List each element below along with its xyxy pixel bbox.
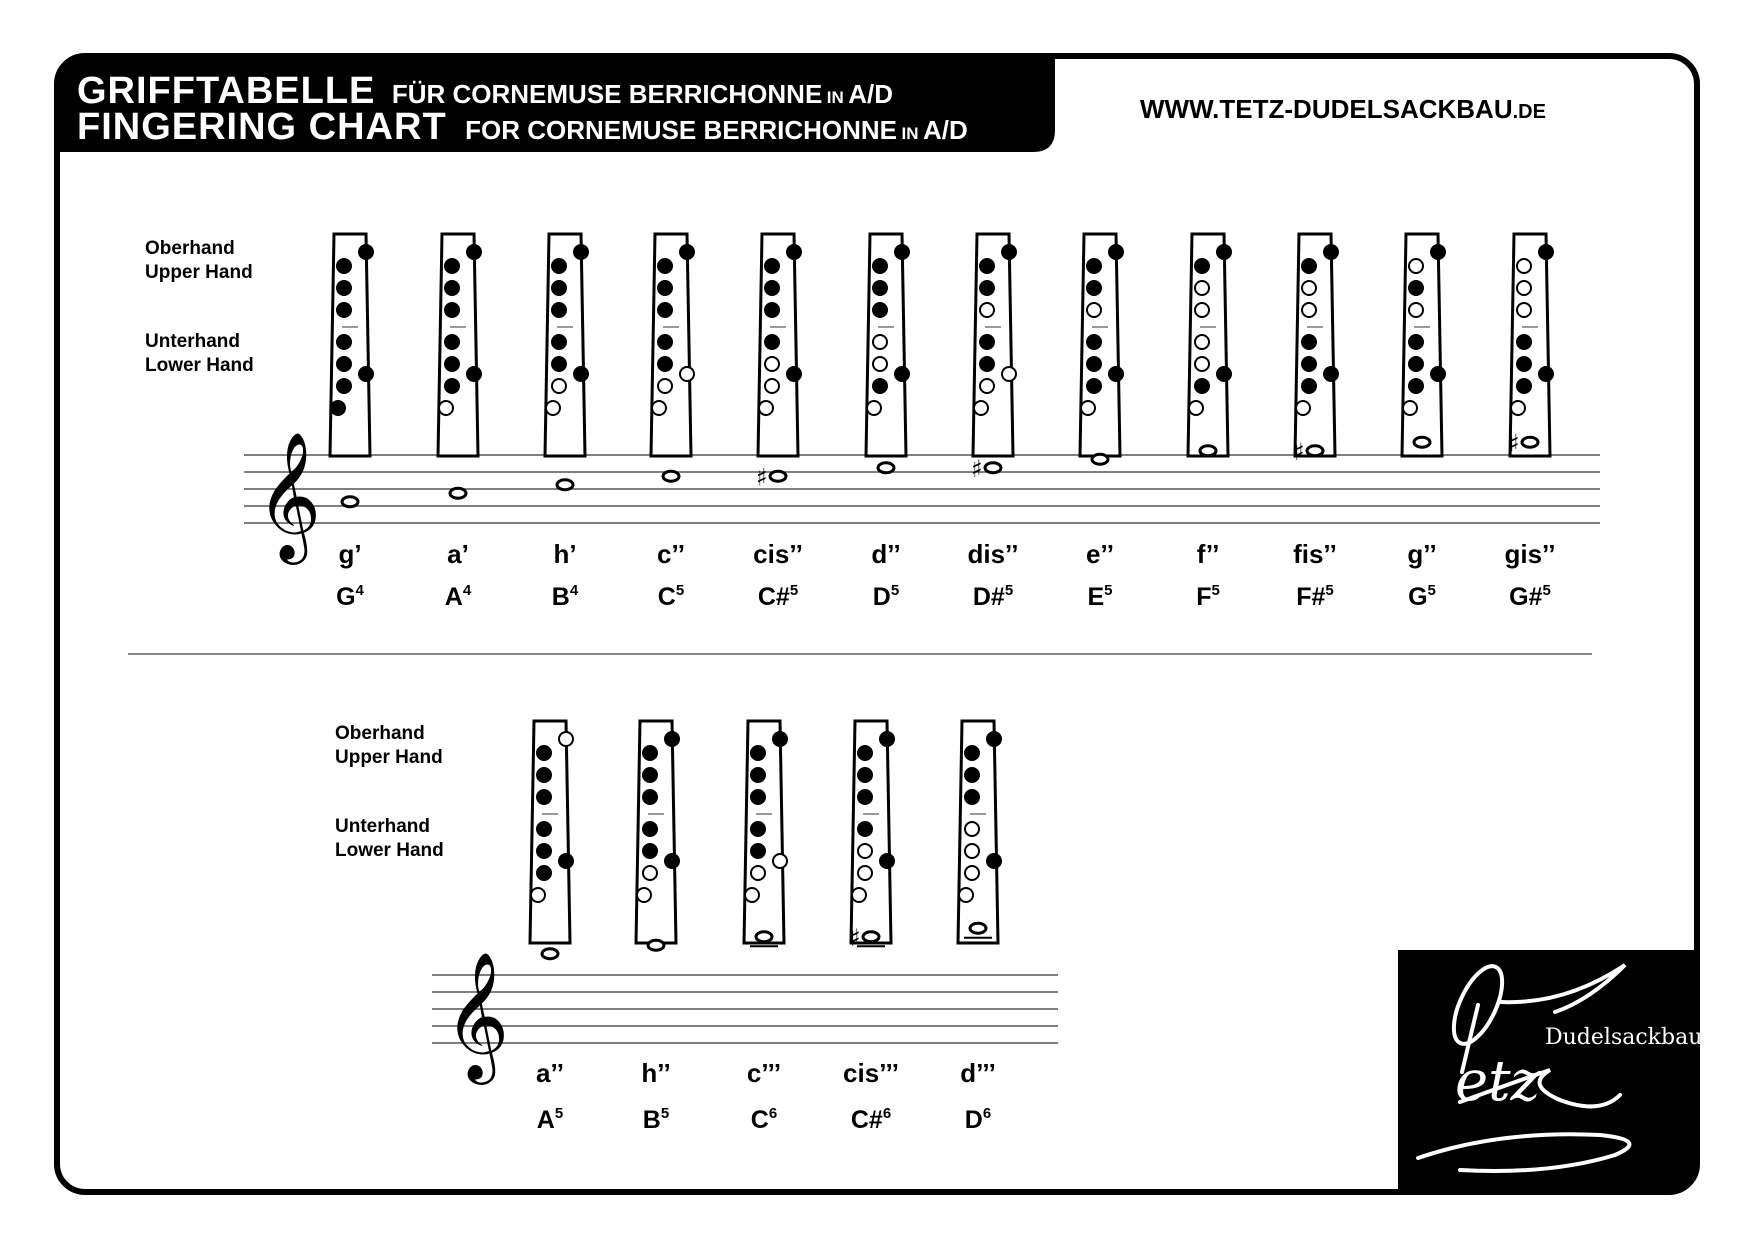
lower-hand-en: Lower Hand [335,840,444,861]
lower-hand-label-row2 [335,815,444,863]
whole-note-icon [557,480,573,490]
sharp-icon: ♯ [971,454,983,483]
note-name-de: fis’’ [1293,539,1337,569]
note-name-scientific: $B^5$ [642,1105,670,1134]
subtitle-de-key: A/D [848,79,893,109]
treble-clef-icon: 𝄞 [256,431,322,560]
whole-note-icon [648,940,664,950]
logo-initials: etz [1455,1049,1541,1114]
note-name-de: h’’ [641,1058,671,1088]
note-name-scientific: $G^4$ [336,582,364,611]
upper-hand-de: Oberhand [335,723,425,744]
whole-note-icon [770,471,786,481]
lower-hand-en: Lower Hand [145,355,254,376]
whole-note-icon [1307,446,1323,456]
title-de: GRIFFTABELLE [77,70,376,112]
whole-note-icon [1200,446,1216,456]
website-suffix: .DE [1512,101,1546,123]
fingering-column [753,234,803,611]
subtitle-en-key: A/D [922,115,968,145]
note-name-de: a’’ [536,1058,564,1088]
whole-note-icon [970,923,986,933]
note-name-scientific: $D^6$ [964,1105,992,1134]
note-name-de: c’’ [657,539,685,569]
whole-note-icon [342,497,358,507]
note-name-scientific: F#$^5$ [1296,582,1334,611]
whole-note-icon [985,463,1001,473]
sharp-icon: ♯ [1293,437,1305,466]
note-name-de: d’’ [871,539,901,569]
upper-hand-en: Upper Hand [335,747,443,768]
whole-note-icon [1414,437,1430,447]
upper-hand-label-row1 [145,237,253,285]
note-name-de: g’’ [1407,539,1437,569]
note-name-de: dis’’ [967,539,1019,569]
whole-note-icon [542,949,558,959]
fingering-column [958,721,1001,1134]
note-name-scientific: $G^5$ [1408,582,1436,611]
note-name-de: g’ [338,539,362,569]
note-name-scientific: C#$^5$ [757,582,799,611]
note-name-de: a’ [447,539,469,569]
note-name-scientific: $E^5$ [1087,582,1113,611]
website-main: WWW.TETZ-DUDELSACKBAU [1140,94,1513,124]
note-name-scientific: $D^5$ [872,582,900,611]
fingering-column [744,721,787,1134]
upper-hand-de: Oberhand [145,238,235,259]
note-name-de: e’’ [1086,539,1114,569]
lower-hand-de: Unterhand [145,331,240,352]
subtitle-en: FOR CORNEMUSE BERRICHONNE [465,115,898,145]
note-name-de: c’’’ [746,1058,782,1088]
note-name-scientific: G#$^5$ [1509,582,1551,611]
note-name-scientific: $C^5$ [657,582,685,611]
subtitle-de-in: IN [826,88,844,107]
note-name-scientific: D#$^5$ [972,582,1014,611]
website-link[interactable] [1140,96,1546,122]
header-line-en [77,108,968,146]
note-name-de: h’ [553,539,577,569]
title-en: FINGERING CHART [77,106,447,148]
sharp-icon: ♯ [756,463,768,492]
note-name-de: f’’ [1196,539,1220,569]
fingering-column [1504,234,1555,611]
lower-hand-de: Unterhand [335,816,430,837]
note-name-de: cis’’ [753,539,803,569]
whole-note-icon [1522,437,1538,447]
note-name-de: cis’’’ [843,1058,899,1088]
whole-note-icon [450,488,466,498]
sharp-icon: ♯ [1508,429,1520,458]
note-name-scientific: $B^4$ [551,582,579,611]
note-name-scientific: C#$^6$ [850,1105,892,1134]
note-name-scientific: $A^5$ [536,1105,564,1134]
note-name-de: d’’’ [960,1058,996,1088]
fingering-column [967,234,1018,611]
sharp-icon: ♯ [849,923,861,952]
whole-note-icon [1092,454,1108,464]
note-name-scientific: $F^5$ [1196,582,1220,611]
whole-note-icon [663,471,679,481]
logo-wordmark: Dudelsackbau [1545,1025,1703,1050]
treble-clef-icon: 𝄞 [444,951,510,1080]
note-name-de: gis’’ [1504,539,1556,569]
whole-note-icon [756,932,772,942]
note-name-scientific: $C^6$ [750,1105,778,1134]
whole-note-icon [863,932,879,942]
note-name-scientific: $A^4$ [444,582,472,611]
header-line-de [77,72,893,110]
fingering-column [1293,234,1338,611]
upper-hand-label-row2 [335,722,443,770]
subtitle-en-in: IN [901,124,919,143]
upper-hand-en: Upper Hand [145,262,253,283]
subtitle-de: FÜR CORNEMUSE BERRICHONNE [391,79,823,109]
whole-note-icon [878,463,894,473]
lower-hand-label-row1 [145,330,254,378]
